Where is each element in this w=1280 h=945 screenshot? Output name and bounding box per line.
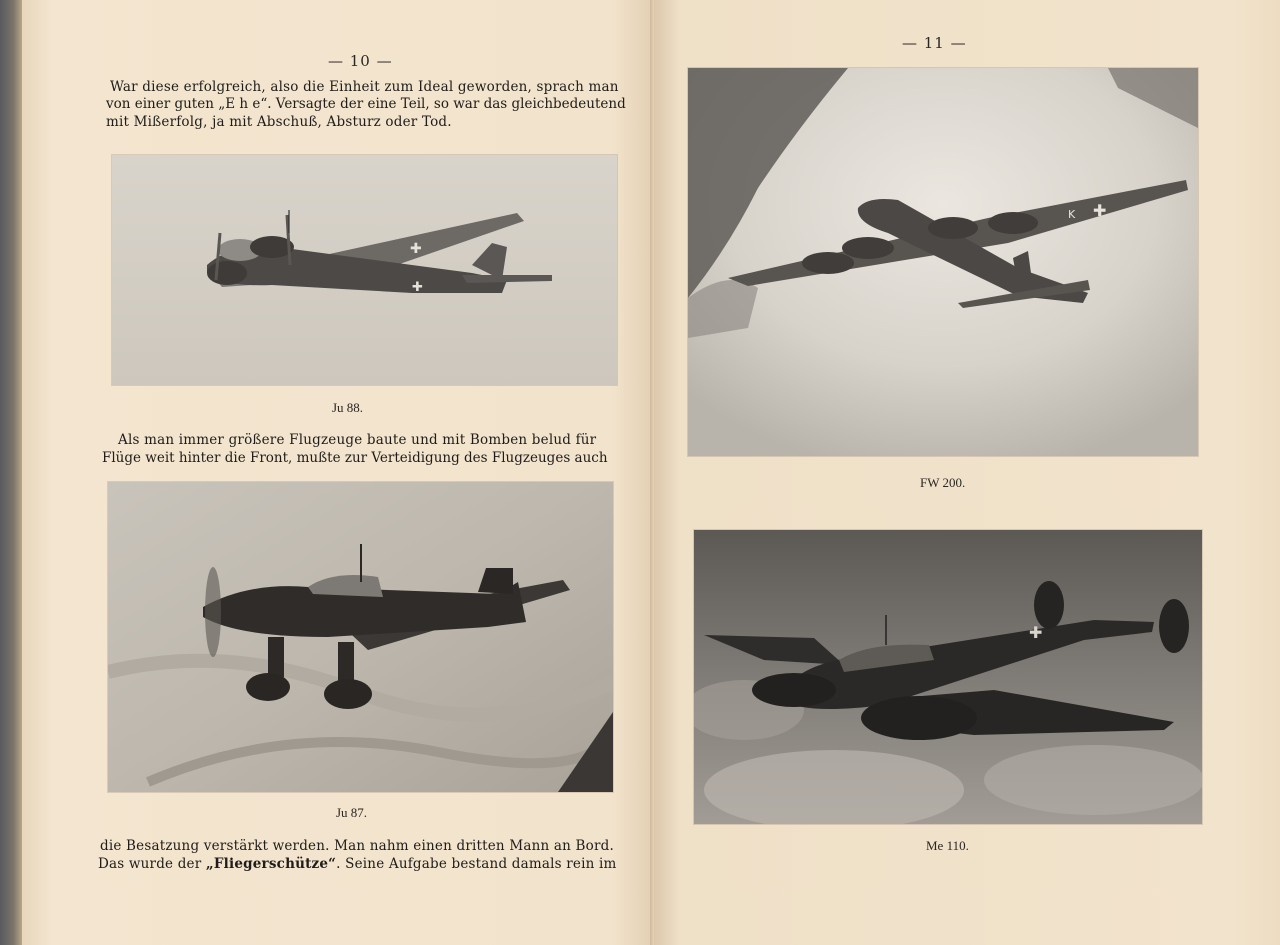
paragraph-1-line-1: War diese erfolgreich, also die Einheit zum Ideal geworden, sprach man (110, 79, 619, 95)
svg-text:K: K (1068, 208, 1076, 221)
paragraph-3-line-1: die Besatzung verstärkt werden. Man nahm einen dritten Mann an Bord. (100, 838, 614, 854)
aircraft-ju87-photo-icon (108, 482, 613, 792)
svg-text:✚: ✚ (1029, 623, 1043, 642)
fliegerschuetze-term: „Fliegerschütze“ (205, 856, 337, 872)
paragraph-1-line-3: mit Mißerfolg, ja mit Abschuß, Absturz oder Tod. (106, 114, 452, 130)
caption-me110: Me 110. (926, 838, 969, 853)
photo-ju88 (112, 155, 617, 385)
right-page (654, 0, 1280, 945)
photo-ju87 (108, 482, 613, 792)
aircraft-me110-photo-icon (694, 530, 1202, 824)
aircraft-fw200-photo-icon (688, 68, 1198, 456)
page-number-right: — 11 — (902, 34, 967, 52)
svg-text:✚: ✚ (1093, 201, 1107, 220)
paragraph-1-line-2: von einer guten „E h e“. Versagte der eine Teil, so war das gleichbedeutend (106, 96, 626, 112)
page-number-left: — 10 — (328, 52, 393, 70)
paragraph-3-line-2-end: . Seine Aufgabe bestand damals rein im (336, 856, 617, 872)
photo-fw200 (688, 68, 1198, 456)
aircraft-ju88-photo-icon (112, 155, 617, 385)
caption-ju87: Ju 87. (336, 805, 368, 820)
svg-text:✚: ✚ (410, 241, 422, 257)
caption-ju88: Ju 88. (332, 400, 364, 415)
photo-me110 (694, 530, 1202, 824)
book-edge (0, 0, 22, 945)
paragraph-2-line-2: Flüge weit hinter die Front, mußte zur Verteidigung des Flugzeuges auch (102, 450, 608, 466)
paragraph-3-line-2-start: Das wurde der (98, 856, 206, 872)
paragraph-2-line-1: Als man immer größere Flugzeuge baute und mit Bomben belud für (118, 432, 597, 448)
caption-fw200: FW 200. (920, 475, 966, 490)
left-page (22, 0, 654, 945)
svg-text:✚: ✚ (412, 280, 423, 295)
paragraph-3-line-2 (98, 856, 617, 873)
